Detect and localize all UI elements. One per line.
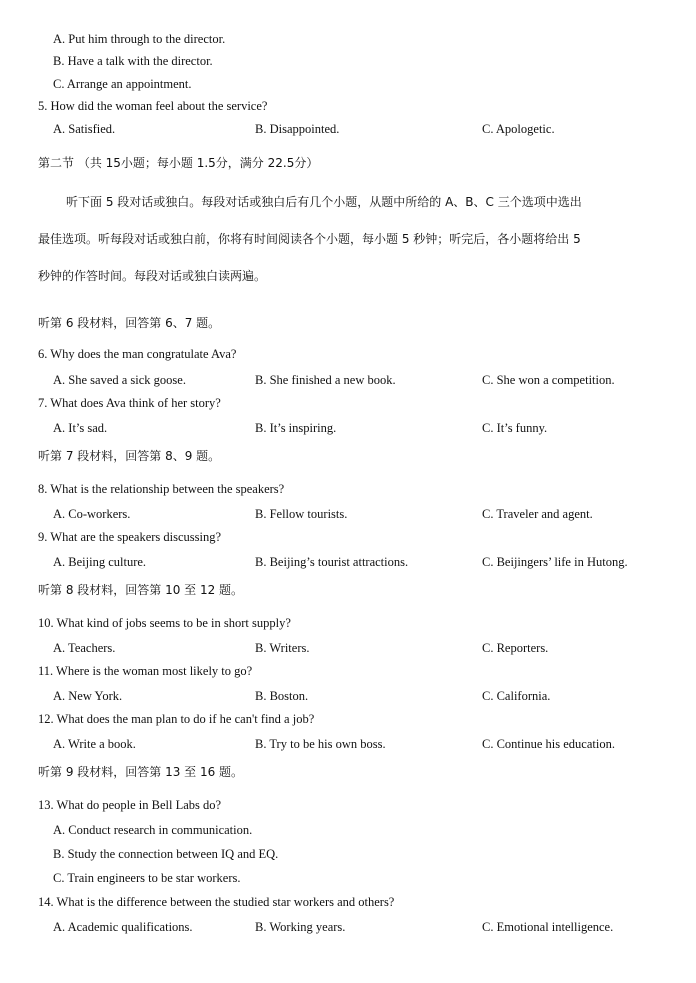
group9-header: 听第 9 段材料，回答第 13 至 16 题。 (38, 765, 244, 779)
q4-option-a: A. Put him through to the director. (53, 32, 226, 46)
q4-option-b: B. Have a talk with the director. (53, 54, 213, 68)
q10-option-a: A. Teachers. (53, 641, 116, 655)
q6-option-b: B. She finished a new book. (255, 373, 396, 387)
q9-question: 9. What are the speakers discussing? (38, 530, 222, 544)
group8-header: 听第 8 段材料，回答第 10 至 12 题。 (38, 583, 244, 597)
group6-header: 听第 6 段材料，回答第 6、7 题。 (38, 316, 221, 330)
q7-question: 7. What does Ava think of her story? (38, 396, 221, 410)
q10-option-c: C. Reporters. (482, 641, 549, 655)
group7-header: 听第 7 段材料，回答第 8、9 题。 (38, 449, 221, 463)
section2-instructions-line2: 最佳选项。听每段对话或独白前，你将有时间阅读各个小题，每小题 5 秒钟；听完后，各小题将给出 5 (38, 232, 581, 246)
q4-option-c: C. Arrange an appointment. (53, 77, 192, 91)
q13-question: 13. What do people in Bell Labs do? (38, 798, 222, 812)
q14-option-b: B. Working years. (255, 920, 346, 934)
q14-option-c: C. Emotional intelligence. (482, 920, 614, 934)
q11-option-b: B. Boston. (255, 689, 309, 703)
q7-option-a: A. It’s sad. (53, 421, 108, 435)
q5-option-b: B. Disappointed. (255, 122, 340, 136)
q6-question: 6. Why does the man congratulate Ava? (38, 347, 237, 361)
q12-option-b: B. Try to be his own boss. (255, 737, 386, 751)
q11-option-a: A. New York. (53, 689, 123, 703)
q7-option-b: B. It’s inspiring. (255, 421, 337, 435)
q12-question: 12. What does the man plan to do if he can't find a job? (38, 712, 315, 726)
q14-question: 14. What is the difference between the studied star workers and others? (38, 895, 395, 909)
q8-option-c: C. Traveler and agent. (482, 507, 593, 521)
q5-option-c: C. Apologetic. (482, 122, 555, 136)
q13-option-b: B. Study the connection between IQ and EQ. (53, 847, 279, 861)
q12-option-c: C. Continue his education. (482, 737, 615, 751)
q6-option-a: A. She saved a sick goose. (53, 373, 186, 387)
q10-question: 10. What kind of jobs seems to be in short supply? (38, 616, 291, 630)
q8-option-a: A. Co-workers. (53, 507, 131, 521)
q11-option-c: C. California. (482, 689, 551, 703)
q7-option-c: C. It’s funny. (482, 421, 548, 435)
q13-option-c: C. Train engineers to be star workers. (53, 871, 241, 885)
q5-question: 5. How did the woman feel about the service? (38, 99, 268, 113)
q11-question: 11. Where is the woman most likely to go? (38, 664, 253, 678)
q9-option-c: C. Beijingers’ life in Hutong. (482, 555, 628, 569)
q10-option-b: B. Writers. (255, 641, 310, 655)
section2-instructions-line3: 秒钟的作答时间。每段对话或独白读两遍。 (38, 269, 267, 283)
q6-option-c: C. She won a competition. (482, 373, 615, 387)
q14-option-a: A. Academic qualifications. (53, 920, 193, 934)
q13-option-a: A. Conduct research in communication. (53, 823, 253, 837)
section2-heading: 第二节 （共 15小题；每小题 1.5分，满分 22.5分） (38, 156, 319, 170)
q8-question: 8. What is the relationship between the speakers? (38, 482, 285, 496)
q5-option-a: A. Satisfied. (53, 122, 116, 136)
q8-option-b: B. Fellow tourists. (255, 507, 348, 521)
q12-option-a: A. Write a book. (53, 737, 136, 751)
section2-instructions-line1: 听下面 5 段对话或独白。每段对话或独白后有几个小题，从题中所给的 A、B、C 三个选项中选出 (66, 195, 582, 209)
q9-option-b: B. Beijing’s tourist attractions. (255, 555, 409, 569)
q9-option-a: A. Beijing culture. (53, 555, 147, 569)
